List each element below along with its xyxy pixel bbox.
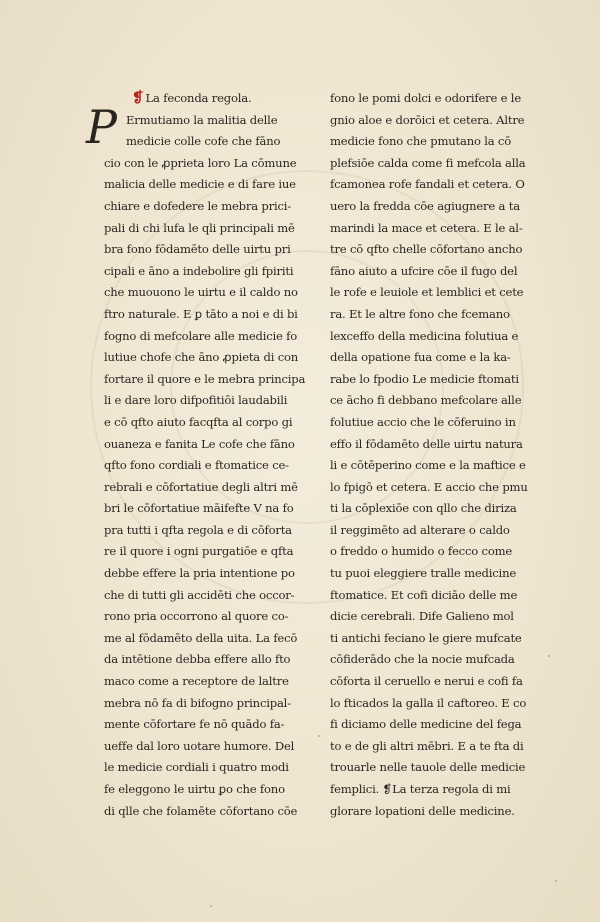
text-line: femplici. ❡La terza regola di mi [330, 782, 511, 796]
text-line: ti la cōplexiōe con qllo che diriza [330, 501, 517, 516]
text-line: fi diciamo delle medicine del fega [330, 717, 522, 732]
text-line: fe eleggono le uirtu ꝑo che fono [104, 782, 285, 796]
text-line: fono le pomi dolci e odorifere e le [330, 91, 521, 105]
text-line: della opatione fua come e la ka- [330, 350, 511, 365]
text-line: tu puoi eleggiere tralle medicine [330, 566, 516, 581]
text-line: fogno di mefcolare alle medicie fo [104, 328, 298, 343]
text-line: chiare e dofedere le mebra prici- [104, 198, 292, 213]
text-line: rabe lo fpodio Le medicie ftomati [330, 371, 519, 386]
text-line: gnio aloe e dorōici et cetera. Altre [330, 112, 525, 127]
text-line: uero la fredda cōe agiugnere a ta [330, 198, 520, 213]
text-line: lo fticados la galla il caftoreo. E co [330, 695, 527, 710]
left-column [104, 88, 306, 822]
text-line: lexceffo della medicina folutiua e [330, 328, 519, 343]
initial-letter: P [86, 100, 117, 154]
text-line: marindi la mace et cetera. E le al- [330, 220, 523, 235]
text-line: maco come a receptore de laltre [104, 674, 289, 689]
text-line: trouarle nelle tauole delle medicie [330, 760, 526, 775]
text-line: fortare il quore e le mebra principa [104, 371, 306, 386]
text-line: di qlle che folamēte cōfortano cōe [104, 803, 298, 818]
text-line: che di tutti gli accidēti che occor- [104, 587, 295, 602]
right-lines [330, 88, 528, 822]
text-line: che muouono le uirtu e il caldo no [104, 285, 298, 300]
text-line: cipali e āno a indebolire gli fpiriti [104, 263, 294, 278]
text-line: effo il fōdamēto delle uirtu natura [330, 436, 523, 451]
text-line: folutiue accio che le cōferuino in [330, 414, 516, 429]
text-line: tre cō qfto chelle cōfortano ancho [330, 242, 523, 257]
left-heading [104, 88, 294, 110]
text-line: medicie colle cofe che fāno [126, 134, 281, 149]
text-line: fcamonea rofe fandali et cetera. O [330, 177, 525, 192]
text-line: le rofe e leuiole et lemblici et cete [330, 285, 524, 300]
text-line: re il quore i ogni purgatiōe e qfta [104, 544, 294, 559]
text-line: Ermutiamo la malitia delle [126, 112, 278, 127]
text-line: li e dare loro difpofitiōi laudabili [104, 393, 288, 408]
text-line: mebra nō fa di bifogno principal- [104, 695, 291, 710]
text-line: il reggimēto ad alterare o caldo [330, 522, 510, 537]
text-line: ce ācho fi debbano mefcolare alle [330, 393, 522, 408]
text-line: lutiue chofe che āno ꝓpieta di con [104, 350, 299, 365]
left-lines [104, 110, 306, 823]
text-line: lo fpigō et cetera. E accio che pmu [330, 479, 528, 494]
text-line: debbe effere la pria intentione po [104, 566, 295, 581]
text-line: cōfiderādo che la nocie mufcada [330, 652, 515, 667]
text-line: pra tutti i qfta regola e di cōforta [104, 522, 292, 537]
right-column [330, 88, 528, 822]
text-line: da intētione debba effere allo fto [104, 652, 291, 667]
text-line: glorare lopationi delle medicine. [330, 803, 515, 818]
text-line: ftro naturale. E ꝑ tāto a noi e di bi [104, 306, 298, 321]
text-line: pali di chi lufa le qli principali mē [104, 220, 295, 235]
text-line: li e cōtēperino come e la maftice e [330, 458, 526, 473]
pilcrow-mark: ❡ [132, 90, 144, 106]
text-line: rebrali e cōfortatiue degli altri mē [104, 479, 298, 494]
text-line: rono pria occorrono al quore co- [104, 609, 289, 624]
text-line: to e de gli altri mēbri. E a te fta di [330, 738, 524, 753]
text-line: qfto fono cordiali e ftomatice ce- [104, 458, 289, 473]
text-line: o freddo o humido o fecco come [330, 544, 513, 559]
text-line: ti antichi feciano le giere mufcate [330, 630, 522, 645]
text-line: ouaneza e fanita Le cofe che fāno [104, 436, 295, 451]
text-line: mente cōfortare fe nō quādo fa- [104, 717, 285, 732]
text-line: le medicie cordiali i quatro modi [104, 760, 289, 775]
text-line: fāno aiuto a ufcire cōe il fugo del [330, 263, 518, 278]
text-line: ueffe dal loro uotare humore. Del [104, 738, 295, 753]
text-line: cōforta il ceruello e nerui e cofi fa [330, 674, 523, 689]
text-line: ftomatice. Et cofi diciāo delle me [330, 587, 518, 602]
text-line: plefsiōe calda come fi mefcola alla [330, 155, 526, 170]
text-line: dicie cerebrali. Dife Galieno mol [330, 609, 514, 624]
left-heading-text: La feconda regola. [145, 91, 252, 105]
text-line: ra. Et le altre fono che fcemano [330, 306, 510, 321]
text-line: e cō qfto aiuto facqfta al corpo gi [104, 414, 293, 429]
text-line: malicia delle medicie e di fare iue [104, 177, 296, 192]
text-line: bra fono fōdamēto delle uirtu pri [104, 242, 291, 257]
text-line: bri le cōfortatiue māifefte V na fo [104, 501, 294, 516]
text-line: cio con le ꝓprieta loro La cōmune [104, 155, 297, 170]
text-line: me al fōdamēto della uita. La fecō [104, 630, 298, 645]
text-line: medicie fono che pmutano la cō [330, 134, 512, 149]
